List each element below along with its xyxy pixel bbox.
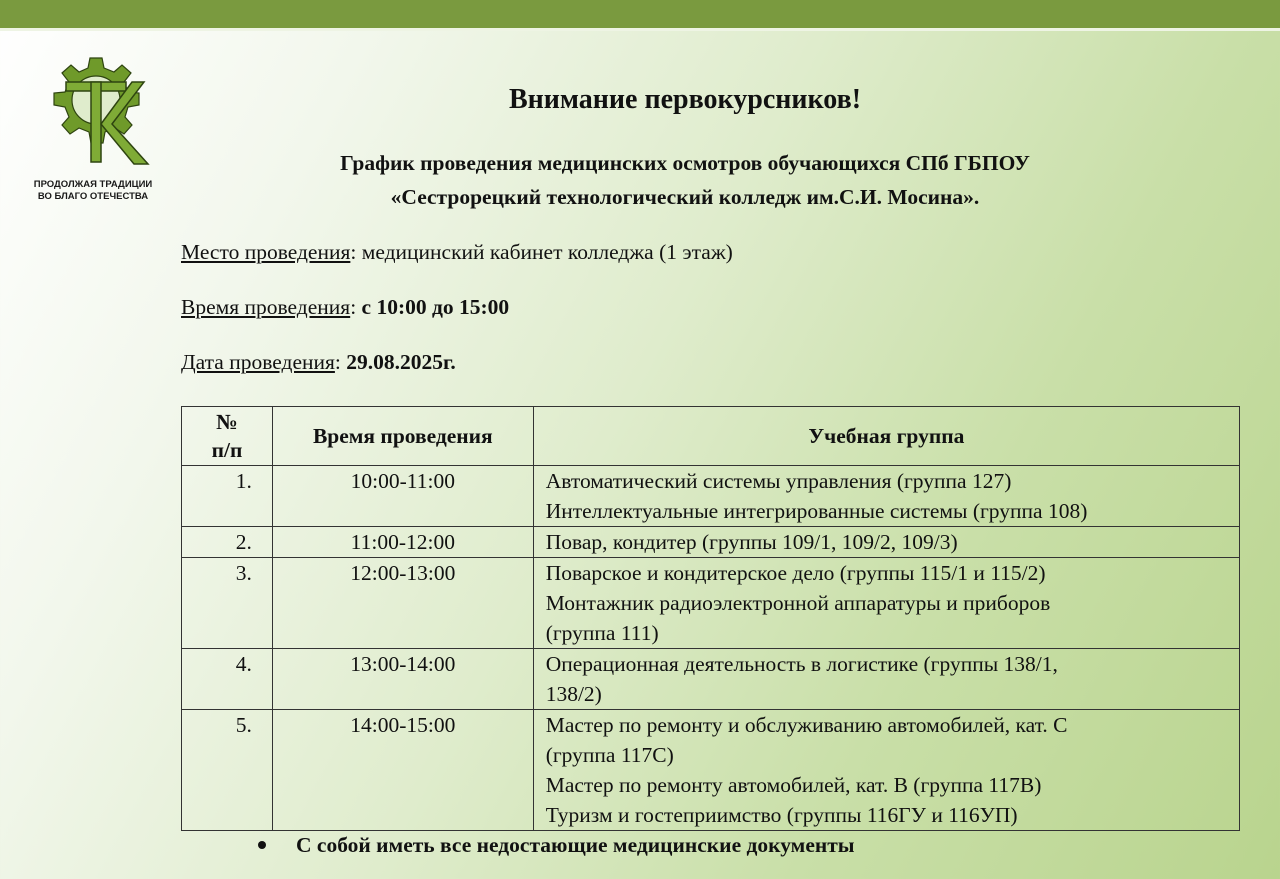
header-number: № п/п — [182, 407, 273, 466]
row-time: 11:00-12:00 — [272, 527, 533, 558]
row-number: 4. — [182, 649, 273, 710]
time-info: Время проведения: с 10:00 до 15:00 — [181, 295, 510, 319]
row-time: 12:00-13:00 — [272, 558, 533, 649]
table-row — [182, 649, 1240, 710]
row-time: 10:00-11:00 — [272, 466, 533, 527]
header-time: Время проведения — [272, 407, 533, 466]
subtitle-line-2: «Сестрорецкий технологический колледж им.С.И. Мосина». — [390, 185, 980, 209]
table-row — [182, 710, 1240, 831]
place-info — [181, 240, 733, 265]
table-row — [182, 558, 1240, 649]
place-label: Место проведения — [181, 240, 351, 264]
top-divider — [0, 28, 1280, 31]
note-text: С собой иметь все недостающие медицинские документы — [296, 833, 855, 857]
page-title: Внимание первокурсников! — [508, 84, 862, 115]
row-time: 13:00-14:00 — [272, 649, 533, 710]
logo-caption-line-2: ВО БЛАГО ОТЕЧЕСТВА — [37, 191, 149, 202]
table-row — [182, 527, 1240, 558]
row-groups: Операционная деятельность в логистике (группы 138/1, 138/2) — [533, 649, 1239, 710]
header-group: Учебная группа — [533, 407, 1239, 466]
page-subtitle — [0, 146, 1280, 214]
time-value: с 10:00 до 15:00 — [361, 295, 510, 319]
row-number: 1. — [182, 466, 273, 527]
date-label: Дата проведения — [181, 350, 335, 374]
row-groups: Автоматический системы управления (группа 127) Интеллектуальные интегрированные системы (группа 108) — [533, 466, 1239, 527]
subtitle-line-1: График проведения медицинских осмотров обучающихся СПб ГБПОУ — [340, 151, 1030, 175]
table-header-row — [182, 407, 1240, 466]
row-groups: Мастер по ремонту и обслуживанию автомобилей, кат. С (группа 117С) Мастер по ремонту автомобилей, кат. В (группа 117В) Туризм и гостеприимство (группы 116ГУ и 116УП) — [533, 710, 1239, 831]
row-groups: Повар, кондитер (группы 109/1, 109/2, 109/3) — [533, 527, 1239, 558]
row-number: 5. — [182, 710, 273, 831]
time-label: Время проведения — [181, 295, 351, 319]
row-number: 3. — [182, 558, 273, 649]
top-bar — [0, 0, 1280, 28]
date-info: Дата проведения: 29.08.2025г. — [181, 350, 456, 374]
row-time: 14:00-15:00 — [272, 710, 533, 831]
schedule-table — [181, 406, 1240, 831]
row-number: 2. — [182, 527, 273, 558]
bullet-icon — [258, 841, 266, 849]
logo-caption-line-1: ПРОДОЛЖАЯ ТРАДИЦИИ — [33, 179, 153, 190]
place-value: : медицинский кабинет колледжа (1 этаж) — [350, 240, 733, 264]
table-row — [182, 466, 1240, 527]
row-groups: Поварское и кондитерское дело (группы 115/1 и 115/2) Монтажник радиоэлектронной аппаратуры и приборов (группа 111) — [533, 558, 1239, 649]
documents-note — [258, 833, 855, 858]
date-value: 29.08.2025г. — [346, 350, 456, 374]
